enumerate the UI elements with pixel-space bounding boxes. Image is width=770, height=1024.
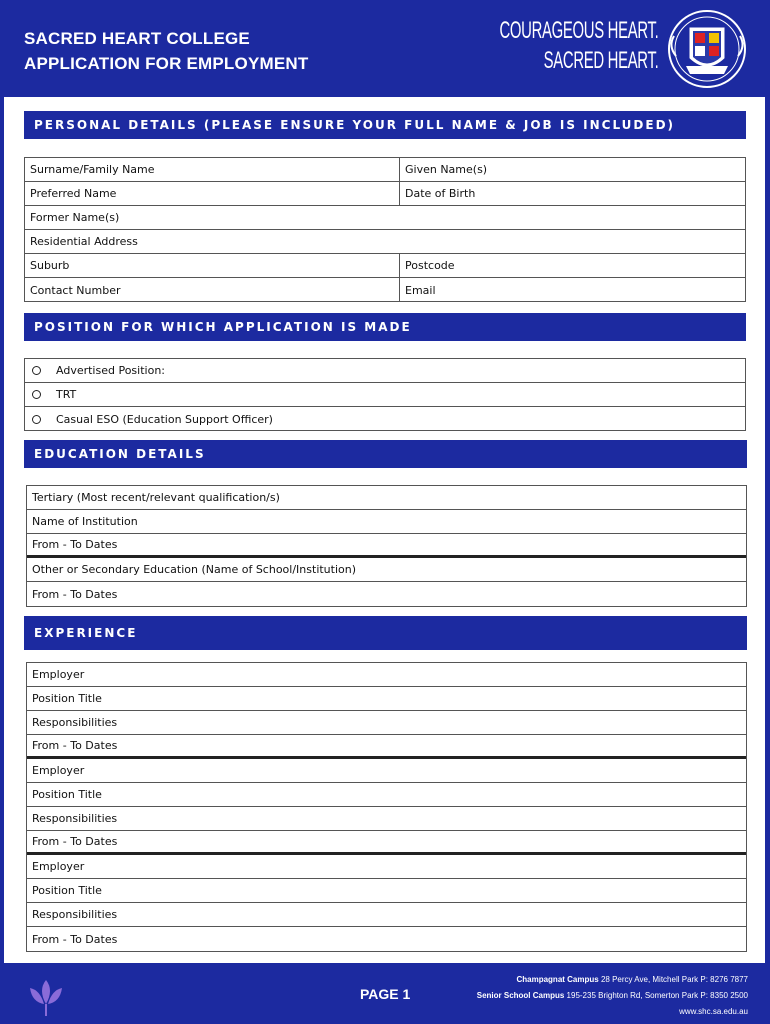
option-label: Casual ESO (Education Support Officer) [56, 412, 273, 426]
tertiary-field[interactable]: Tertiary (Most recent/relevant qualification/s) [32, 491, 280, 504]
option-advertised [25, 359, 745, 382]
radio-button[interactable] [32, 415, 41, 424]
experience-table [26, 662, 747, 952]
campus-1-name: Champagnat Campus [516, 975, 599, 984]
table-row [27, 711, 746, 735]
form-title: APPLICATION FOR EMPLOYMENT [24, 54, 309, 73]
table-row [25, 254, 745, 278]
education-heading: EDUCATION DETAILS [24, 440, 747, 468]
contact-number-field[interactable]: Contact Number [25, 278, 400, 302]
table-row [27, 831, 746, 855]
postcode-field[interactable]: Postcode [405, 259, 455, 272]
radio-button[interactable] [32, 366, 41, 375]
responsibilities-field[interactable]: Responsibilities [32, 812, 118, 825]
date-of-birth-field[interactable]: Date of Birth [405, 187, 476, 200]
option-label: TRT [56, 388, 77, 401]
residential-address-field[interactable]: Residential Address [30, 235, 138, 248]
list-item [25, 359, 745, 383]
table-row [27, 903, 746, 927]
table-row [27, 735, 746, 759]
position-title-field[interactable]: Position Title [32, 788, 102, 801]
dates-field[interactable]: From - To Dates [32, 932, 118, 946]
position-title-field[interactable]: Position Title [32, 692, 102, 705]
responsibilities-field[interactable]: Responsibilities [32, 716, 118, 729]
preferred-name-field[interactable]: Preferred Name [25, 182, 400, 205]
radio-button[interactable] [32, 390, 41, 399]
tertiary-dates-field[interactable]: From - To Dates [32, 538, 118, 551]
campus-1-line [477, 972, 748, 988]
dates-field[interactable]: From - To Dates [32, 739, 118, 752]
list-item [25, 383, 745, 407]
lotus-flower-icon [26, 976, 66, 1018]
position-heading: POSITION FOR WHICH APPLICATION IS MADE [24, 313, 746, 341]
table-row [27, 558, 746, 582]
suburb-field[interactable]: Suburb [25, 254, 400, 277]
dates-field[interactable]: From - To Dates [32, 835, 118, 848]
table-row [25, 182, 745, 206]
college-motto [499, 16, 658, 76]
table-row [27, 879, 746, 903]
personal-details-table [24, 157, 746, 302]
secondary-education-field[interactable]: Other or Secondary Education (Name of School/Institution) [32, 563, 357, 576]
employer-field[interactable]: Employer [32, 668, 85, 681]
table-row [25, 206, 745, 230]
given-name-field[interactable]: Given Name(s) [405, 163, 488, 176]
table-row [25, 158, 745, 182]
table-row [27, 759, 746, 783]
position-options [24, 358, 746, 431]
table-row [27, 855, 746, 879]
table-row [27, 927, 746, 951]
table-row [27, 663, 746, 687]
motto-line-2: SACRED HEART. [543, 47, 658, 74]
list-item [25, 407, 745, 431]
former-names-field[interactable]: Former Name(s) [30, 211, 120, 224]
table-row [27, 486, 746, 510]
page-number: PAGE 1 [360, 986, 411, 1002]
table-row [27, 582, 746, 606]
email-field[interactable]: Email [405, 283, 436, 297]
campus-addresses [477, 972, 748, 1020]
option-casual-eso [25, 407, 745, 431]
college-name: SACRED HEART COLLEGE [24, 29, 250, 48]
table-row [27, 510, 746, 534]
institution-field[interactable]: Name of Institution [32, 515, 138, 528]
page-header [0, 0, 770, 97]
option-trt [25, 383, 745, 406]
campus-2-address: 195-235 Brighton Rd, Somerton Park P: 8350 2500 [566, 991, 748, 1000]
employer-field[interactable]: Employer [32, 860, 85, 873]
employer-field[interactable]: Employer [32, 764, 85, 777]
campus-2-line [477, 988, 748, 1004]
secondary-dates-field[interactable]: From - To Dates [32, 587, 118, 601]
experience-heading: EXPERIENCE [24, 616, 747, 650]
motto-line-1: COURAGEOUS HEART. [499, 17, 658, 44]
college-crest-logo [666, 6, 748, 92]
responsibilities-field[interactable]: Responsibilities [32, 908, 118, 921]
table-row [27, 534, 746, 558]
campus-2-name: Senior School Campus [476, 991, 565, 1000]
option-label: Advertised Position: [56, 364, 165, 377]
table-row [27, 783, 746, 807]
position-title-field[interactable]: Position Title [32, 884, 102, 897]
website-link[interactable]: www.shc.sa.edu.au [679, 1007, 748, 1016]
campus-1-address: 28 Percy Ave, Mitchell Park P: 8276 7877 [600, 975, 748, 984]
surname-field[interactable]: Surname/Family Name [25, 158, 400, 181]
education-table [26, 485, 747, 607]
table-row [25, 278, 745, 302]
personal-details-heading: PERSONAL DETAILS (PLEASE ENSURE YOUR FULL NAME & JOB IS INCLUDED) [24, 111, 746, 139]
table-row [25, 230, 745, 254]
table-row [27, 807, 746, 831]
table-row [27, 687, 746, 711]
page-title [24, 26, 308, 76]
